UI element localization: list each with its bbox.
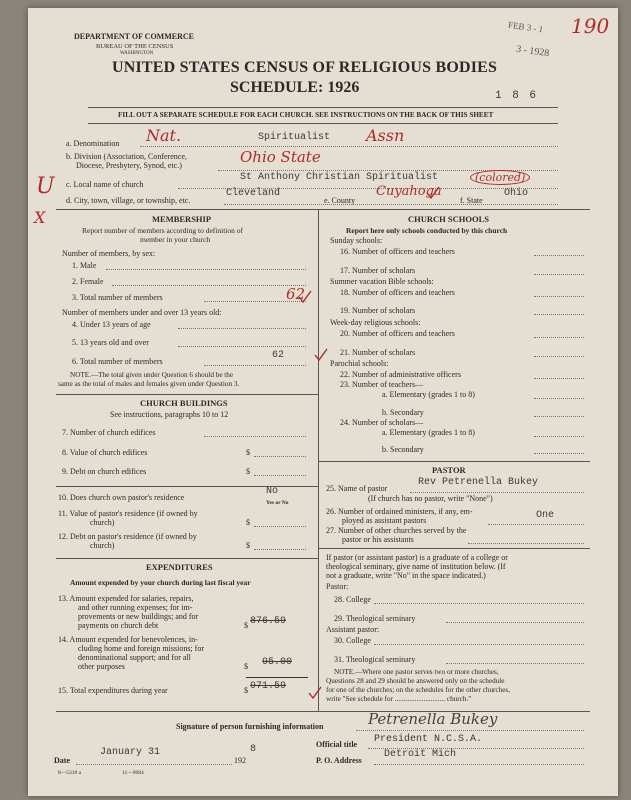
- city-name: WASHINGTON: [120, 51, 154, 56]
- q14-dollar: $: [244, 662, 248, 671]
- q11-line-2: church): [90, 518, 115, 527]
- q15-total: 15. Total expenditures during year: [58, 686, 168, 695]
- check-mark-icon: [308, 686, 322, 700]
- q13-line-1: 13. Amount expended for salaries, repairs,: [58, 594, 194, 603]
- city-label: d. City, town, village, or township, etc.: [66, 196, 191, 205]
- schools-heading: CHURCH SCHOOLS: [408, 214, 489, 224]
- q10-residence: 10. Does church own pastor's residence: [58, 493, 185, 502]
- q27-line-2: pastor or his assistants: [342, 535, 414, 544]
- received-stamp-date: FEB 3 - 1: [507, 19, 544, 35]
- q7-edifices: 7. Number of church edifices: [62, 428, 156, 437]
- q11-dollar: $: [246, 518, 250, 527]
- q26-line-2: ployed as assistant pastors: [342, 516, 427, 525]
- official-title-value: President N.C.S.A.: [374, 734, 483, 745]
- q6-total-value: 62: [272, 350, 285, 361]
- q11-line-1: 11. Value of pastor's residence (if owned by: [58, 509, 198, 518]
- city-value: Cleveland: [226, 188, 281, 199]
- membership-sub-2: member in your church: [140, 235, 211, 244]
- denomination-hand-2: Assn: [366, 126, 405, 145]
- grad-line-3: not a graduate, write "No" in the space indicated.): [326, 571, 486, 580]
- q17: 17. Number of scholars: [340, 266, 416, 275]
- q21: 21. Number of scholars: [340, 348, 416, 357]
- q16: 16. Number of officers and teachers: [340, 247, 455, 256]
- grad-line-1: If pastor (or assistant pastor) is a graduate of a college or: [326, 553, 508, 562]
- q19: 19. Number of scholars: [340, 306, 416, 315]
- margin-check-mark: U: [36, 174, 55, 199]
- pastor-note-1: NOTE.—Where one pastor serves two or more churches,: [334, 668, 499, 676]
- q2-female: 2. Female: [72, 277, 104, 286]
- weekday-label: Week-day religious schools:: [330, 318, 421, 327]
- local-name-label: c. Local name of church: [66, 180, 144, 189]
- q26-value: One: [536, 510, 555, 521]
- q13-value: 876.59: [250, 616, 287, 627]
- census-form-sheet: [28, 8, 618, 796]
- bureau-name: BUREAU OF THE CENSUS: [96, 43, 174, 50]
- summer-label: Summer vacation Bible schools:: [330, 277, 434, 286]
- q10-value: No: [266, 486, 279, 497]
- check-mark-icon: [298, 290, 312, 304]
- q24b: b. Secondary: [382, 445, 424, 454]
- q12-line-2: church): [90, 541, 115, 550]
- q14-line-3: denominational support; and for all: [78, 653, 191, 662]
- q3-total: 3. Total number of members: [72, 293, 163, 302]
- state-value: Ohio: [504, 188, 529, 199]
- q12-line-1: 12. Debt on pastor's residence (if owned by: [58, 532, 197, 541]
- q31: 31. Theological seminary: [334, 655, 416, 664]
- grad-line-2: theological seminary, give name of institution below. (If: [326, 562, 506, 571]
- membership-note-1: NOTE.—The total given under Question 6 should be the: [70, 371, 234, 379]
- pastor-heading: PASTOR: [432, 465, 466, 475]
- q15-dollar: $: [244, 686, 248, 695]
- q30: 30. College: [334, 636, 371, 645]
- q12-dollar: $: [246, 541, 250, 550]
- q26-line-1: 26. Number of ordained ministers, if any, em-: [326, 507, 473, 516]
- schedule-title: SCHEDULE: 1926: [230, 79, 360, 96]
- q23: 23. Number of teachers—: [340, 380, 424, 389]
- date-value: January 31: [100, 747, 161, 758]
- signature-value: Petrenella Bukey: [368, 710, 498, 728]
- q13-line-3: provements or new buildings; and for: [78, 612, 199, 621]
- buildings-sub: See instructions, paragraphs 10 to 12: [110, 410, 229, 419]
- q8-dollar: $: [246, 448, 250, 457]
- stamp-number: 190: [571, 14, 610, 38]
- department-name: DEPARTMENT OF COMMERCE: [74, 32, 195, 41]
- address-value: Detroit Mich: [384, 749, 457, 760]
- form-number: 8—5318 a: [58, 770, 82, 776]
- form-title: UNITED STATES CENSUS OF RELIGIOUS BODIES: [112, 59, 498, 76]
- official-title-label: Official title: [316, 740, 358, 749]
- margin-x-mark: X: [34, 208, 46, 227]
- buildings-heading: CHURCH BUILDINGS: [140, 398, 228, 408]
- membership-sub-1: Report number of members according to definition of: [82, 226, 243, 235]
- asst-subhead: Assistant pastor:: [326, 625, 380, 634]
- pastor-note-3: for one of the churches; on the schedules for the other churches,: [326, 686, 511, 694]
- q25: 25. Name of pastor: [326, 484, 388, 493]
- q22: 22. Number of administrative officers: [340, 370, 461, 379]
- q14-line-4: other purposes: [78, 662, 125, 671]
- address-label: P. O. Address: [316, 756, 362, 765]
- expenditures-sub: Amount expended by your church during last fiscal year: [70, 578, 251, 587]
- membership-heading: MEMBERSHIP: [152, 214, 212, 224]
- q25-hint: (If church has no pastor, write "None"): [368, 494, 493, 503]
- date-label: Date: [54, 756, 70, 765]
- q5-over-13: 5. 13 years old and over: [72, 338, 149, 347]
- schedule-number: 1 8 6: [495, 90, 539, 102]
- q25-value: Rev Petrenella Bukey: [418, 477, 539, 488]
- q20: 20. Number of officers and teachers: [340, 329, 455, 338]
- check-mark-icon: [426, 186, 440, 200]
- q29: 29. Theological seminary: [334, 614, 416, 623]
- q1-male: 1. Male: [72, 261, 97, 270]
- q14-line-2: cluding home and foreign missions; for: [78, 644, 204, 653]
- q14-line-1: 14. Amount expended for benevolences, in-: [58, 635, 198, 644]
- colored-note: (colored): [470, 170, 530, 185]
- denomination-typed: Spiritualist: [258, 132, 331, 143]
- membership-note-2: same as the total of males and females given under Question 3.: [58, 380, 240, 388]
- q13-line-2: and other running expenses; for im-: [78, 603, 193, 612]
- state-label: f. State: [460, 196, 483, 205]
- q8-value-edifices: 8. Value of church edifices: [62, 448, 148, 457]
- signature-label: Signature of person furnishing information: [176, 722, 324, 731]
- q3-total-value: 62: [286, 285, 306, 303]
- age-header: Number of members under and over 13 years old:: [62, 308, 222, 317]
- q15-value: 971.59: [250, 681, 287, 692]
- q10-hint: Yes or No: [266, 500, 289, 506]
- q4-under-13: 4. Under 13 years of age: [72, 320, 151, 329]
- q27-line-1: 27. Number of other churches served by the: [326, 526, 467, 535]
- q23a: a. Elementary (grades 1 to 8): [382, 390, 475, 399]
- q9-dollar: $: [246, 467, 250, 476]
- division-value: Ohio State: [240, 148, 321, 166]
- denomination-label: a. Denomination: [66, 139, 120, 148]
- sunday-label: Sunday schools:: [330, 236, 383, 245]
- q9-debt-edifices: 9. Debt on church edifices: [62, 467, 147, 476]
- received-stamp-date-2: 3 - 1928: [515, 43, 550, 60]
- division-label-1: b. Division (Association, Conference,: [66, 152, 187, 161]
- pastor-note-4: write "See schedule for ............................ church.": [326, 695, 472, 703]
- year-prefix: 192: [234, 756, 246, 765]
- q24a: a. Elementary (grades 1 to 8): [382, 428, 475, 437]
- pastor-subhead: Pastor:: [326, 582, 349, 591]
- pastor-note-2: Questions 28 and 29 should be answered only on the schedule: [326, 677, 505, 685]
- local-name-value: St Anthony Christian Spiritualist: [240, 172, 439, 183]
- year-digit: 8: [250, 744, 257, 755]
- q28: 28. College: [334, 595, 371, 604]
- q13-dollar: $: [244, 621, 248, 630]
- schools-sub: Report here only schools conducted by this church: [346, 226, 508, 235]
- expenditures-heading: EXPENDITURES: [146, 562, 213, 572]
- county-label: e. County: [324, 196, 356, 205]
- form-number-2: 11—9084: [122, 770, 144, 776]
- q24: 24. Number of scholars—: [340, 418, 424, 427]
- q23b: b. Secondary: [382, 408, 424, 417]
- instruction-line: FILL OUT A SEPARATE SCHEDULE FOR EACH CHURCH. SEE INSTRUCTIONS ON THE BACK OF THIS SHEET: [118, 111, 494, 119]
- q6-total: 6. Total number of members: [72, 357, 163, 366]
- q18: 18. Number of officers and teachers: [340, 288, 455, 297]
- check-mark-icon: [314, 348, 328, 362]
- parochial-label: Parochial schools:: [330, 359, 389, 368]
- by-sex-label: Number of members, by sex:: [62, 249, 156, 258]
- q13-line-4: payments on church debt: [78, 621, 159, 630]
- q14-value: 95.00: [262, 657, 293, 668]
- denomination-hand-1: Nat.: [146, 126, 182, 145]
- county-value: Cuyahoga: [376, 184, 442, 199]
- division-label-2: Diocese, Presbytery, Synod, etc.): [76, 161, 182, 170]
